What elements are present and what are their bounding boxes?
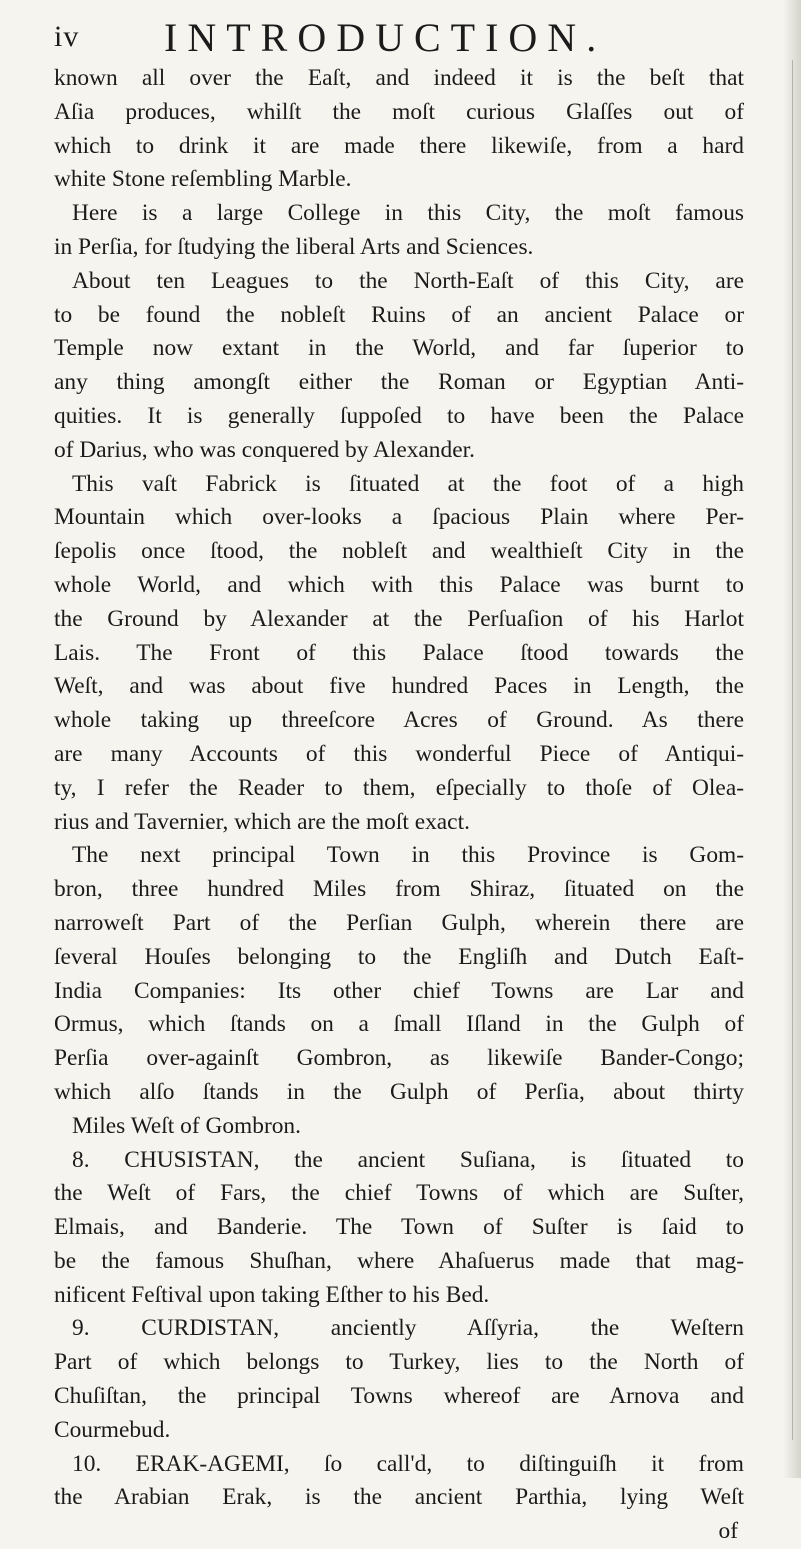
page-edge-line	[792, 60, 793, 1440]
text-line: Part of which belongs to Turkey, lies to the North of	[54, 1349, 744, 1376]
text-line: Aſia produces, whilſt the moſt curious Glaſſes out of	[54, 98, 744, 125]
text-line: Weſt, and was about five hundred Paces in Length, the	[54, 673, 744, 700]
text-line: 8. CHUSISTAN, the ancient Suſiana, is ſituated to	[72, 1146, 744, 1173]
text-line: Chuſiſtan, the principal Towns whereof are Arnova and	[54, 1383, 744, 1410]
running-head: INTRODUCTION.	[164, 15, 607, 60]
text-line: quities. It is generally ſuppoſed to have been the Palace	[54, 402, 744, 429]
text-line: Miles Weſt of Gombron.	[72, 1112, 301, 1139]
text-line: Mountain which over-looks a ſpacious Plain where Per-	[54, 504, 744, 531]
text-line: rius and Tavernier, which are the moſt exact.	[54, 808, 470, 835]
text-line: Here is a large College in this City, the moſt famous	[72, 200, 744, 227]
page-number: iv	[54, 20, 80, 53]
text-line: to be found the nobleſt Ruins of an ancient Palace or	[54, 301, 744, 328]
text-line: Courmebud.	[54, 1416, 171, 1443]
text-line: Lais. The Front of this Palace ſtood towards the	[54, 639, 744, 666]
text-line: which alſo ſtands in the Gulph of Perſia, about thirty	[54, 1078, 744, 1105]
text-line: ty, I refer the Reader to them, eſpecially to thoſe of Olea-	[54, 774, 744, 801]
text-line: bron, three hundred Miles from Shiraz, ſituated on the	[54, 876, 744, 903]
text-line: India Companies: Its other chief Towns are Lar and	[54, 977, 744, 1004]
text-line: the Ground by Alexander at the Perſuaſion of his Harlot	[54, 605, 744, 632]
text-line: ſepolis once ſtood, the nobleſt and wealthieſt City in the	[54, 538, 744, 565]
text-line: Perſia over-againſt Gombron, as likewiſe Bander-Congo;	[54, 1045, 744, 1072]
text-line: known all over the Eaſt, and indeed it is the beſt that	[54, 65, 744, 91]
text-line: 10. ERAK-AGEMI, ſo call'd, to diſtinguiſh it from	[72, 1450, 744, 1477]
text-line: narroweſt Part of the Perſian Gulph, wherein there are	[54, 909, 744, 936]
text-line: are many Accounts of this wonderful Piece of Antiqui-	[54, 740, 744, 767]
text-line: This vaſt Fabrick is ſituated at the foot of a high	[72, 470, 744, 497]
text-line: Temple now extant in the World, and far ſuperior to	[54, 335, 744, 362]
text-line: Elmais, and Banderie. The Town of Suſter is ſaid to	[54, 1214, 744, 1241]
text-line: be the famous Shuſhan, where Ahaſuerus made that mag-	[54, 1247, 744, 1274]
text-line: in Perſia, for ſtudying the liberal Arts and Sciences.	[54, 233, 534, 260]
text-line: white Stone reſembling Marble.	[54, 166, 352, 193]
text-line: whole World, and which with this Palace was burnt to	[54, 571, 744, 598]
catchword: of	[718, 1518, 738, 1545]
text-line: whole taking up threeſcore Acres of Ground. As there	[54, 707, 744, 734]
page-header	[54, 14, 744, 58]
body-text	[54, 62, 744, 1549]
text-line: the Weſt of Fars, the chief Towns of which are Suſter,	[54, 1180, 744, 1207]
text-line: About ten Leagues to the North-Eaſt of this City, are	[72, 267, 744, 294]
text-line: nificent Feſtival upon taking Eſther to his Bed.	[54, 1281, 490, 1308]
text-line: ſeveral Houſes belonging to the Engliſh and Dutch Eaſt-	[54, 943, 744, 970]
text-line: Ormus, which ſtands on a ſmall Iſland in the Gulph of	[54, 1011, 744, 1038]
text-line: any thing amongſt either the Roman or Egyptian Anti-	[54, 369, 744, 396]
text-line: which to drink it are made there likewiſe, from a hard	[54, 132, 744, 159]
text-line: 9. CURDISTAN, anciently Aſſyria, the Weſtern	[72, 1315, 744, 1342]
text-line: of Darius, who was conquered by Alexander.	[54, 436, 475, 463]
text-line: the Arabian Erak, is the ancient Parthia, lying Weſt	[54, 1484, 744, 1511]
text-line: The next principal Town in this Province is Gom-	[72, 842, 744, 869]
